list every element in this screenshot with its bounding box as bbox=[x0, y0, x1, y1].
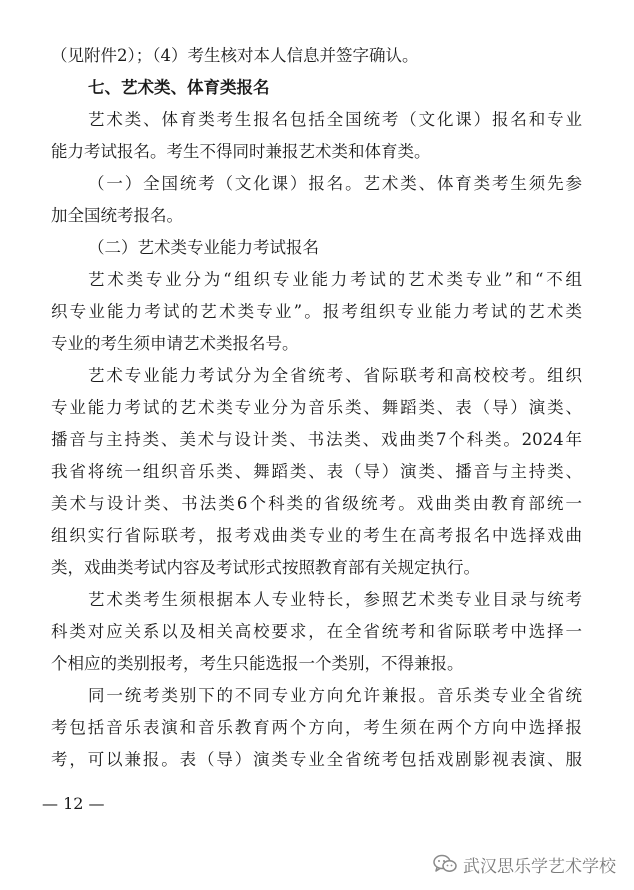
paragraph-line: 组织实行省际联考，报考戏曲类专业的考生在高考报名中选择戏曲 bbox=[51, 526, 582, 545]
watermark-text: 武汉思乐学艺术学校 bbox=[463, 856, 616, 877]
paragraph-line: 科类对应关系以及相关高校要求，在全省统考和省际联考中选择一 bbox=[51, 622, 582, 641]
paragraph-line: 专业能力考试的艺术类专业分为音乐类、舞蹈类、表（导）演类、 bbox=[51, 398, 582, 417]
paragraph-line: 艺术专业能力考试分为全省统考、省际联考和高校校考。组织 bbox=[88, 366, 582, 385]
paragraph-line: 艺术类专业分为“组织专业能力考试的艺术类专业”和“不组 bbox=[88, 270, 582, 289]
paragraph-line: 加全国统考报名。 bbox=[51, 206, 183, 225]
paragraph-line: 同一统考类别下的不同专业方向允许兼报。音乐类专业全省统 bbox=[88, 686, 582, 705]
paragraph-line: 能力考试报名。考生不得同时兼报艺术类和体育类。 bbox=[51, 142, 431, 161]
section-heading: 七、艺术类、体育类报名 bbox=[88, 78, 270, 97]
paragraph-line: 考包括音乐表演和音乐教育两个方向，考生须在两个方向中选择报 bbox=[51, 718, 582, 737]
watermark bbox=[433, 851, 616, 877]
paragraph-line: 专业的考生须申请艺术类报名号。 bbox=[51, 334, 299, 353]
paragraph-line: 织专业能力考试的艺术类专业”。报考组织专业能力考试的艺术类 bbox=[51, 302, 582, 321]
page-number: — 12 — bbox=[42, 794, 105, 813]
paragraph-line: 我省将统一组织音乐类、舞蹈类、表（导）演类、播音与主持类、 bbox=[51, 462, 582, 481]
paragraph-line: 考，可以兼报。表（导）演类专业全省统考包括戏剧影视表演、服 bbox=[51, 750, 582, 769]
text-line: （见附件2）；（4）考生核对本人信息并签字确认。 bbox=[51, 46, 419, 65]
paragraph-line: 美术与设计类、书法类6个科类的省级统考。戏曲类由教育部统一 bbox=[51, 494, 582, 513]
subsection-heading: （二）艺术类专业能力考试报名 bbox=[88, 238, 319, 257]
paragraph-line: 艺术类、体育类考生报名包括全国统考（文化课）报名和专业 bbox=[88, 110, 582, 129]
paragraph-line: 个相应的类别报考，考生只能选报一个类别，不得兼报。 bbox=[51, 654, 464, 673]
wechat-icon bbox=[433, 854, 457, 874]
paragraph-line: 播音与主持类、美术与设计类、书法类、戏曲类7个科类。2024年 bbox=[51, 430, 582, 449]
paragraph-line: 类，戏曲类考试内容及考试形式按照教育部有关规定执行。 bbox=[51, 558, 480, 577]
paragraph-line: （一）全国统考（文化课）报名。艺术类、体育类考生须先参 bbox=[88, 174, 582, 193]
paragraph-line: 艺术类考生须根据本人专业特长，参照艺术类专业目录与统考 bbox=[88, 590, 582, 609]
